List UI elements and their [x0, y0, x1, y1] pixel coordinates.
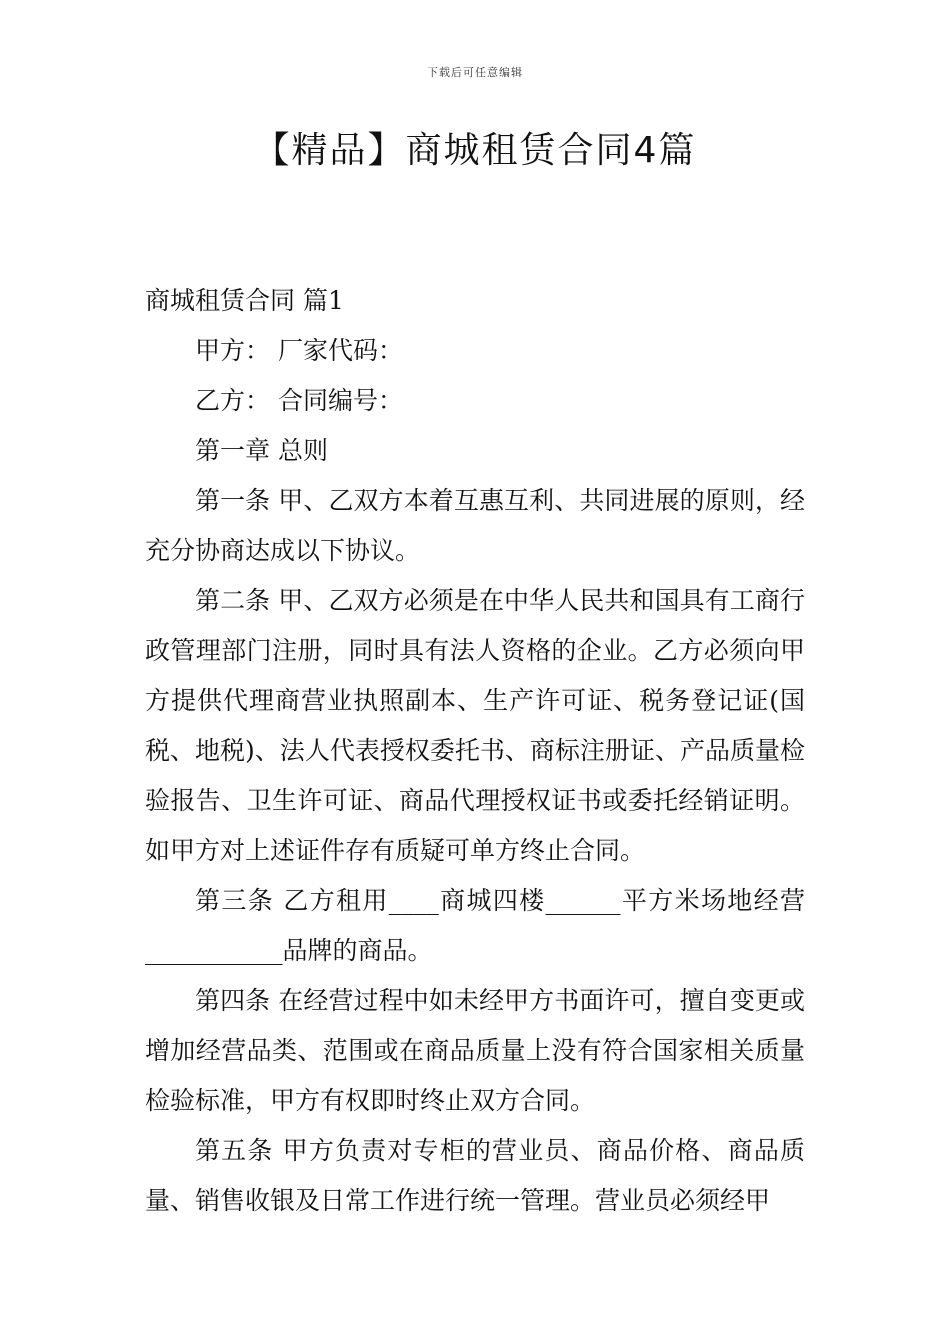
document-title: 【精品】商城租赁合同4篇 — [253, 130, 697, 171]
paragraph-party-a: 甲方： 厂家代码： — [195, 336, 403, 365]
article-4: 第四条 在经营过程中如未经甲方书面许可，擅自变更或增加经营品类、范围或在商品质量上没有符合国家相关质量检验标准，甲方有权即时终止双方合同。 — [145, 986, 805, 1115]
article-3: 第三条 乙方租用____商城四楼______平方米场地经营___________品牌的商品。 — [145, 886, 805, 965]
chapter-heading: 第一章 总则 — [195, 436, 328, 465]
article-5: 第五条 甲方负责对专柜的营业员、商品价格、商品质量、销售收银及日常工作进行统一管理。营业员必须经甲 — [145, 1136, 805, 1215]
article-2: 第二条 甲、乙双方必须是在中华人民共和国具有工商行政管理部门注册，同时具有法人资格的企业。乙方必须向甲方提供代理商营业执照副本、生产许可证、税务登记证(国税、地税)、法人代表授权委托书、商标注册证、产品质量检验报告、卫生许可证、商品代理授权证书或委托经销证明。如甲方对上述证件存有质疑可单方终止合同。 — [145, 586, 805, 865]
document-body — [145, 276, 805, 1226]
section-heading: 商城租赁合同 篇1 — [145, 286, 344, 315]
header-note: 下载后可任意编辑 — [427, 66, 523, 79]
article-1: 第一条 甲、乙双方本着互惠互利、共同进展的原则，经充分协商达成以下协议。 — [145, 486, 805, 565]
paragraph-party-b: 乙方： 合同编号： — [195, 386, 403, 415]
